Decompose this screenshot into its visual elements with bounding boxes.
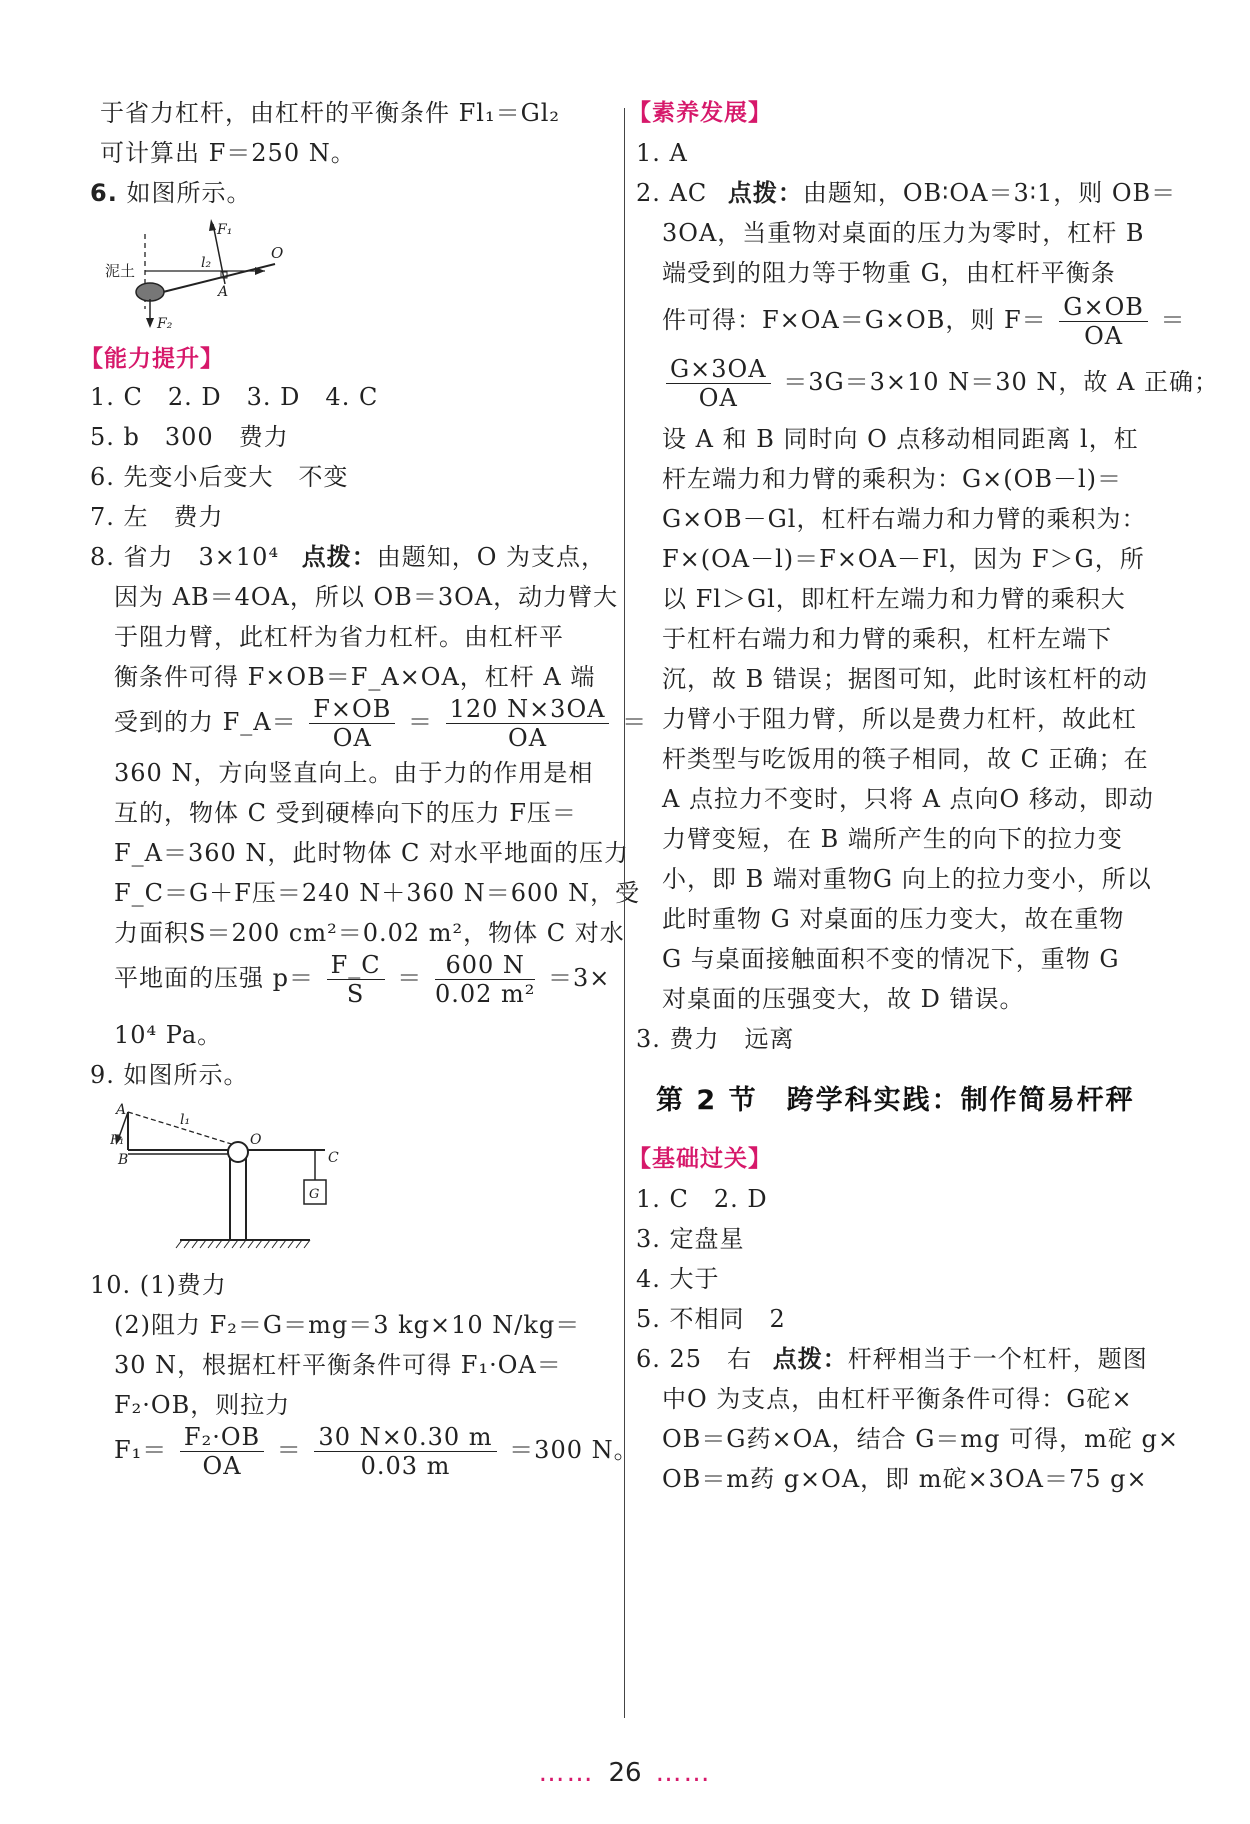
answer-line: 4. 大于 — [636, 1265, 720, 1293]
text-line: 力臂变短，在 B 端所产生的向下的拉力变 — [662, 825, 1123, 853]
answer-line: 1. C 2. D 3. D 4. C — [90, 383, 379, 411]
text-line: 于省力杠杆，由杠杆的平衡条件 Fl₁＝Gl₂ — [100, 99, 561, 127]
text: ＝ — [1160, 306, 1186, 334]
text-line: 端受到的阻力等于物重 G，由杠杆平衡条 — [662, 259, 1116, 287]
text-line: 10⁴ Pa。 — [114, 1021, 223, 1049]
lever-rod — [155, 264, 275, 294]
label-a: A — [218, 284, 229, 300]
answer-line — [90, 540, 606, 574]
text-line: 力臂小于阻力臂，所以是费力杠杆，故此杠 — [662, 705, 1137, 733]
answer-line: 6. 先变小后变大 不变 — [90, 463, 349, 491]
label-o: O — [250, 1132, 262, 1148]
footer-dots: …… — [538, 1758, 595, 1788]
question-9: 9. 如图所示。 — [90, 1061, 249, 1089]
text-line: (2)阻力 F₂＝G＝mg＝3 kg×10 N/kg＝ — [114, 1311, 581, 1339]
answer-line: 5. 不相同 2 — [636, 1305, 786, 1333]
section-title: 第 2 节 跨学科实践：制作简易杆秤 — [656, 1085, 1135, 1116]
page-footer — [0, 1758, 1250, 1788]
fraction — [1059, 293, 1148, 350]
text-line: 衡条件可得 F×OB＝F_A×OA，杠杆 A 端 — [114, 663, 596, 691]
denominator: S — [346, 980, 365, 1008]
label-f1: F₁ — [110, 1133, 125, 1148]
label-o: O — [271, 244, 284, 262]
numerator: 30 N×0.30 m — [314, 1423, 496, 1452]
answer-text: 6. 25 右 — [636, 1345, 753, 1373]
answer-text: 由题知，O 为支点， — [376, 543, 607, 571]
answer-line: 1. A — [636, 139, 688, 167]
formula-line — [114, 948, 610, 1008]
answer-text: 杆秤相当于一个杠杆，题图 — [847, 1345, 1148, 1373]
text-line: A 点拉力不变时，只将 A 点向O 移动，即动 — [662, 785, 1154, 813]
answer-text: 由题知，OB∶OA＝3∶1，则 OB＝ — [802, 179, 1177, 207]
numerator: 120 N×3OA — [446, 695, 610, 724]
text: 受到的力 F_A＝ — [114, 708, 297, 736]
lever-figure-9 — [110, 1100, 350, 1260]
fraction — [309, 695, 395, 752]
fraction — [666, 355, 771, 412]
text-line: F_A＝360 N，此时物体 C 对水平地面的压力 — [114, 839, 630, 867]
numerator: G×3OA — [666, 355, 771, 384]
text: ＝ — [276, 1436, 302, 1464]
text-line: 30 N，根据杠杆平衡条件可得 F₁·OA＝ — [114, 1351, 562, 1379]
column-divider — [624, 108, 625, 1718]
answer-text: 8. 省力 3×10⁴ — [90, 543, 280, 571]
denominator: 0.02 m² — [434, 980, 536, 1008]
answer-line — [636, 176, 1176, 210]
page-number: 26 — [608, 1758, 642, 1788]
label-a: A — [116, 1102, 127, 1118]
hint-label: 点拨： — [772, 1345, 848, 1373]
hint-label: 点拨： — [301, 543, 377, 571]
fraction — [314, 1423, 496, 1480]
label-soil: 泥土 — [105, 262, 136, 280]
text-line: F_C＝G＋F压＝240 N＋360 N＝600 N，受 — [114, 879, 641, 907]
arrow-head — [209, 219, 216, 231]
section-header-ability: 【能力提升】 — [80, 346, 224, 372]
text-line: 杆左端力和力臂的乘积为：G×(OB－l)＝ — [662, 465, 1122, 493]
section-header-development: 【素养发展】 — [628, 100, 772, 126]
answer-line: 3. 费力 远离 — [636, 1025, 795, 1053]
numerator: G×OB — [1059, 293, 1148, 322]
question-number: 6. — [90, 179, 118, 207]
denominator: OA — [202, 1452, 242, 1480]
text: ＝ — [622, 708, 648, 736]
section-header-basic: 【基础过关】 — [628, 1146, 772, 1172]
text-line: G×OB－Gl，杠杆右端力和力臂的乘积为： — [662, 505, 1147, 533]
label-l2: l₂ — [201, 255, 212, 271]
formula-line — [662, 352, 1219, 412]
text: ＝300 N。 — [509, 1436, 639, 1464]
text: ＝3× — [548, 964, 611, 992]
fraction — [435, 951, 535, 1008]
numerator: F_C — [327, 951, 385, 980]
hint-label: 点拨： — [727, 179, 803, 207]
answer-line — [636, 1342, 1148, 1376]
text-line: F₂·OB，则拉力 — [114, 1391, 291, 1419]
label-f2: F₂ — [157, 316, 173, 332]
text: ＝3G＝3×10 N＝30 N，故 A 正确； — [783, 368, 1219, 396]
question-10: 10. (1)费力 — [90, 1271, 227, 1299]
numerator: F×OB — [309, 695, 395, 724]
lever-figure-6 — [105, 214, 305, 332]
label-l1: l₁ — [180, 1112, 191, 1128]
text-line: 可计算出 F＝250 N。 — [100, 139, 356, 167]
label-b: B — [118, 1152, 129, 1168]
numerator: 600 N — [435, 951, 535, 980]
text: ＝ — [407, 708, 433, 736]
text-line: G 与桌面接触面积不变的情况下，重物 G — [662, 945, 1120, 973]
text: ＝ — [397, 964, 423, 992]
text: F₁＝ — [114, 1436, 168, 1464]
text-line: 此时重物 G 对桌面的压力变大，故在重物 — [662, 905, 1125, 933]
denominator: OA — [698, 384, 738, 412]
text-line: 中O 为支点，由杠杆平衡条件可得：G砣× — [662, 1385, 1133, 1413]
text-line: 互的，物体 C 受到硬棒向下的压力 F压＝ — [114, 799, 577, 827]
denominator: 0.03 m — [360, 1452, 451, 1480]
text-line: 杆类型与吃饭用的筷子相同，故 C 正确；在 — [662, 745, 1149, 773]
answer-line: 7. 左 费力 — [90, 503, 224, 531]
label-g: G — [309, 1187, 320, 1202]
answer-line: 3. 定盘星 — [636, 1225, 745, 1253]
ground-hatch — [176, 1240, 310, 1248]
text-line: 以 Fl＞Gl，即杠杆左端力和力臂的乘积大 — [662, 585, 1126, 613]
text-line: 于杠杆右端力和力臂的乘积，杠杆左端下 — [662, 625, 1112, 653]
answer-text: 2. AC — [636, 179, 708, 207]
fraction — [327, 951, 385, 1008]
text-line: 力面积S＝200 cm²＝0.02 m²，物体 C 对水 — [114, 919, 625, 947]
formula-line — [662, 290, 1186, 350]
text-line: 小，即 B 端对重物G 向上的拉力变小，所以 — [662, 865, 1152, 893]
fraction — [446, 695, 610, 752]
label-c: C — [328, 1150, 339, 1166]
answer-line: 5. b 300 费力 — [90, 423, 289, 451]
formula-line — [114, 692, 647, 752]
denominator: OA — [508, 724, 548, 752]
denominator: OA — [1084, 322, 1124, 350]
question-text: 如图所示。 — [126, 179, 252, 207]
text-line: OB＝G药×OA，结合 G＝mg 可得，m砣 g× — [662, 1425, 1180, 1453]
fraction — [180, 1423, 264, 1480]
text-line: 沉，故 B 错误；据图可知，此时该杠杆的动 — [662, 665, 1148, 693]
text-line: 360 N，方向竖直向上。由于力的作用是相 — [114, 759, 594, 787]
soil-lump — [136, 283, 164, 301]
text-line: 因为 AB＝4OA，所以 OB＝3OA，动力臂大 — [114, 583, 619, 611]
denominator: OA — [332, 724, 372, 752]
text-line: 于阻力臂，此杠杆为省力杠杆。由杠杆平 — [114, 623, 564, 651]
text: 平地面的压强 p＝ — [114, 964, 314, 992]
text-line: 设 A 和 B 同时向 O 点移动相同距离 l，杠 — [662, 425, 1139, 453]
footer-dots: …… — [655, 1758, 712, 1788]
text-line: OB＝m药 g×OA，即 m砣×3OA＝75 g× — [662, 1465, 1148, 1493]
arrow-head — [146, 318, 154, 328]
text-line: 对桌面的压强变大，故 D 错误。 — [662, 985, 1025, 1013]
text-line: 3OA，当重物对桌面的压力为零时，杠杆 B — [662, 219, 1145, 247]
label-f1: F₁ — [217, 222, 233, 238]
answer-line: 1. C 2. D — [636, 1185, 768, 1213]
numerator: F₂·OB — [180, 1423, 264, 1452]
text-line: F×(OA－l)＝F×OA－Fl，因为 F＞G，所 — [662, 545, 1145, 573]
text: 件可得：F×OA＝G×OB，则 F＝ — [662, 306, 1047, 334]
question-6 — [90, 176, 251, 210]
formula-line — [114, 1420, 639, 1480]
